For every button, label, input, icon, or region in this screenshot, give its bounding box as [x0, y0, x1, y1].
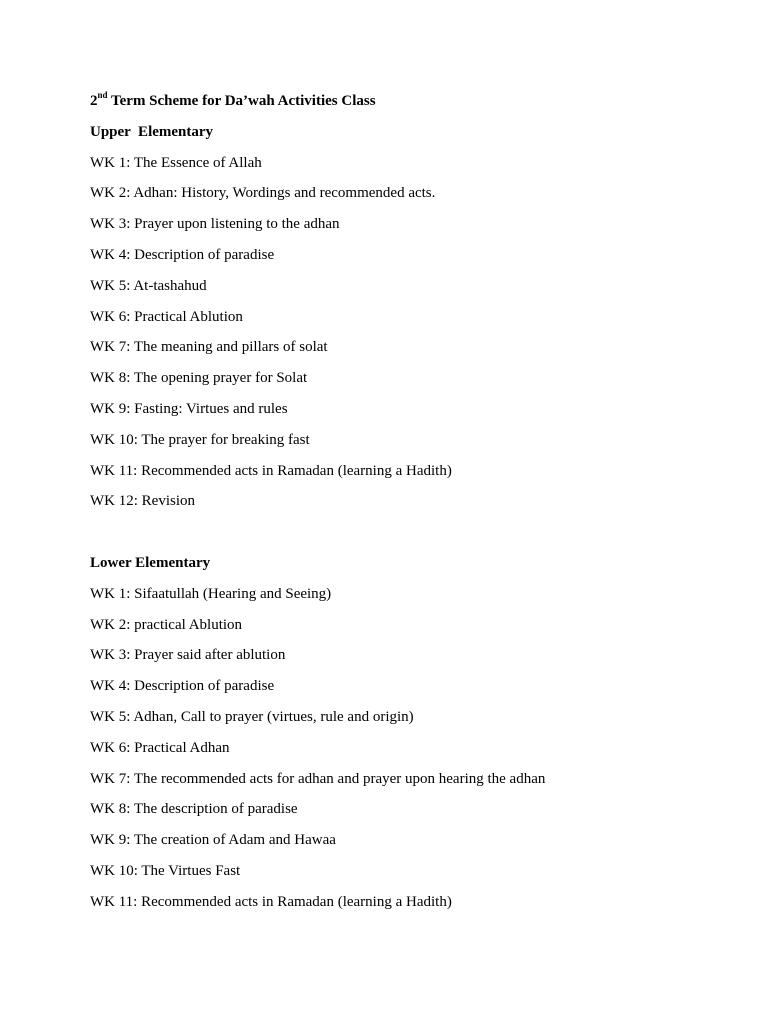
week-item: WK 10: The prayer for breaking fast	[90, 431, 310, 448]
document-page	[90, 92, 730, 924]
week-item: WK 2: Adhan: History, Wordings and recommended acts.	[90, 185, 436, 202]
week-item: WK 9: The creation of Adam and Hawaa	[90, 832, 336, 849]
week-item: WK 4: Description of paradise	[90, 246, 275, 263]
week-item: WK 9: Fasting: Virtues and rules	[90, 400, 288, 417]
week-item: WK 7: The meaning and pillars of solat	[90, 339, 328, 356]
week-item: WK 11: Recommended acts in Ramadan (learning a Hadith)	[90, 893, 452, 910]
week-item: WK 8: The opening prayer for Solat	[90, 370, 308, 387]
document-title	[90, 92, 730, 110]
section-heading-lower-elementary: Lower Elementary	[90, 554, 211, 571]
week-item: WK 7: The recommended acts for adhan and prayer upon hearing the adhan	[90, 770, 546, 787]
section-heading-upper-elementary: Upper Elementary	[90, 123, 214, 140]
week-item: WK 10: The Virtues Fast	[90, 862, 241, 879]
week-item: WK 6: Practical Ablution	[90, 308, 243, 325]
upper-elementary-list	[90, 154, 730, 511]
title-text: Term Scheme for Da’wah Activities Class	[107, 93, 376, 109]
week-item: WK 1: The Essence of Allah	[90, 154, 262, 171]
week-item: WK 2: practical Ablution	[90, 616, 243, 633]
lower-elementary-list	[90, 585, 730, 911]
week-item: WK 1: Sifaatullah (Hearing and Seeing)	[90, 585, 332, 602]
week-item: WK 3: Prayer upon listening to the adhan	[90, 216, 340, 233]
week-item: WK 12: Revision	[90, 493, 195, 510]
week-item: WK 6: Practical Adhan	[90, 739, 230, 756]
week-item: WK 4: Description of paradise	[90, 678, 275, 695]
week-item: WK 5: At-tashahud	[90, 277, 207, 294]
week-item: WK 3: Prayer said after ablution	[90, 647, 286, 664]
week-item: WK 11: Recommended acts in Ramadan (learning a Hadith)	[90, 462, 452, 479]
title-number: 2	[90, 93, 98, 109]
week-item: WK 5: Adhan, Call to prayer (virtues, rule and origin)	[90, 708, 414, 725]
title-ordinal-suffix: nd	[97, 90, 108, 100]
section-spacer	[90, 523, 730, 554]
week-item: WK 8: The description of paradise	[90, 801, 298, 818]
